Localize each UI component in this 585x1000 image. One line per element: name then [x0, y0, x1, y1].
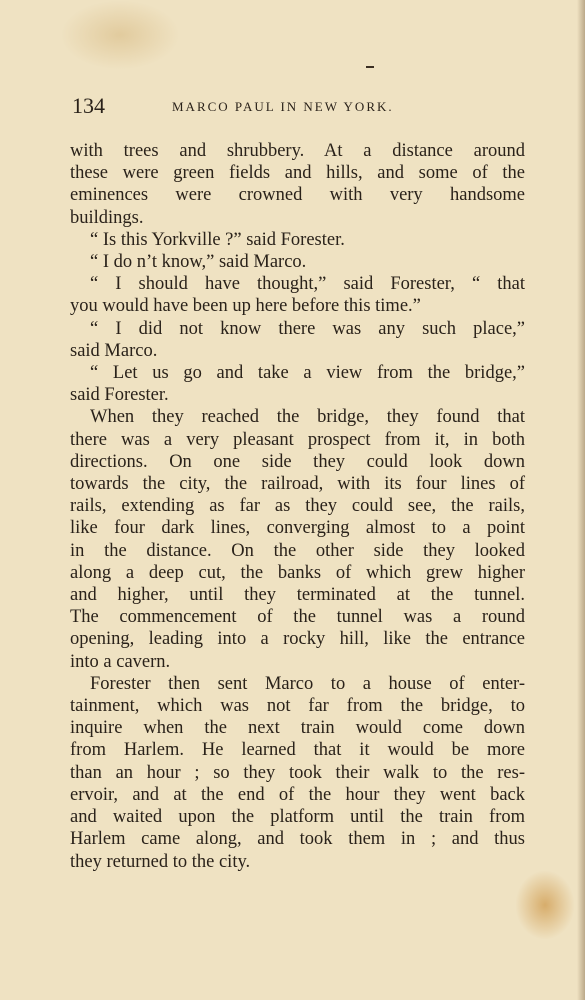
text-line: there was a very pleasant prospect from it, in both [70, 429, 525, 450]
text-line: like four dark lines, converging almost to a point [70, 518, 525, 539]
text-line: you would have been up here before this time.” [70, 296, 421, 317]
text-line: from Harlem. He learned that it would be more [70, 740, 525, 761]
text-line: and waited upon the platform until the train from [70, 807, 525, 828]
text-line: than an hour ; so they took their walk to the res- [70, 762, 525, 783]
paper-stain [60, 0, 180, 70]
text-line: ervoir, and at the end of the hour they went back [70, 784, 525, 805]
text-line: “ I should have thought,” said Forester, “ that [90, 274, 525, 295]
printer-mark [366, 66, 374, 68]
text-line: “ Let us go and take a view from the bridge,” [90, 363, 525, 384]
text-line: and higher, until they terminated at the tunnel. [70, 585, 525, 606]
text-line: “ I did not know there was any such place,” [90, 318, 525, 339]
text-line: into a cavern. [70, 651, 171, 672]
text-line: along a deep cut, the banks of which grew higher [70, 562, 525, 583]
text-line: these were green fields and hills, and some of the [70, 163, 525, 184]
text-line: buildings. [70, 207, 144, 228]
text-line: rails, extending as far as they could see, the rails, [70, 496, 525, 517]
paper-stain [515, 870, 575, 940]
running-head: MARCO PAUL IN NEW YORK. [172, 99, 394, 114]
text-line: Harlem came along, and took them in ; and thus [70, 829, 525, 850]
text-line: said Marco. [70, 340, 158, 361]
text-line: “ Is this Yorkville ?” said Forester. [90, 229, 345, 250]
text-line: tainment, which was not far from the bridge, to [70, 696, 525, 717]
text-line: The commencement of the tunnel was a round [70, 607, 525, 628]
text-line: opening, leading into a rocky hill, like the entrance [70, 629, 525, 650]
body-text [70, 140, 525, 873]
page-edge-shadow [577, 0, 585, 1000]
text-line: in the distance. On the other side they looked [70, 540, 525, 561]
text-line: with trees and shrubbery. At a distance around [70, 141, 525, 161]
text-line: When they reached the bridge, they found that [90, 407, 525, 428]
text-line: eminences were crowned with very handsome [70, 185, 525, 206]
text-line: directions. On one side they could look down [70, 451, 525, 472]
page-number: 134 [72, 93, 105, 118]
text-line: they returned to the city. [70, 851, 251, 872]
text-line: towards the city, the railroad, with its four lines of [70, 474, 525, 495]
text-line: “ I do n’t know,” said Marco. [90, 252, 307, 273]
text-line: Forester then sent Marco to a house of enter- [90, 673, 525, 694]
text-line: inquire when the next train would come down [70, 718, 525, 739]
page-header [72, 93, 528, 119]
text-line: said Forester. [70, 385, 169, 406]
